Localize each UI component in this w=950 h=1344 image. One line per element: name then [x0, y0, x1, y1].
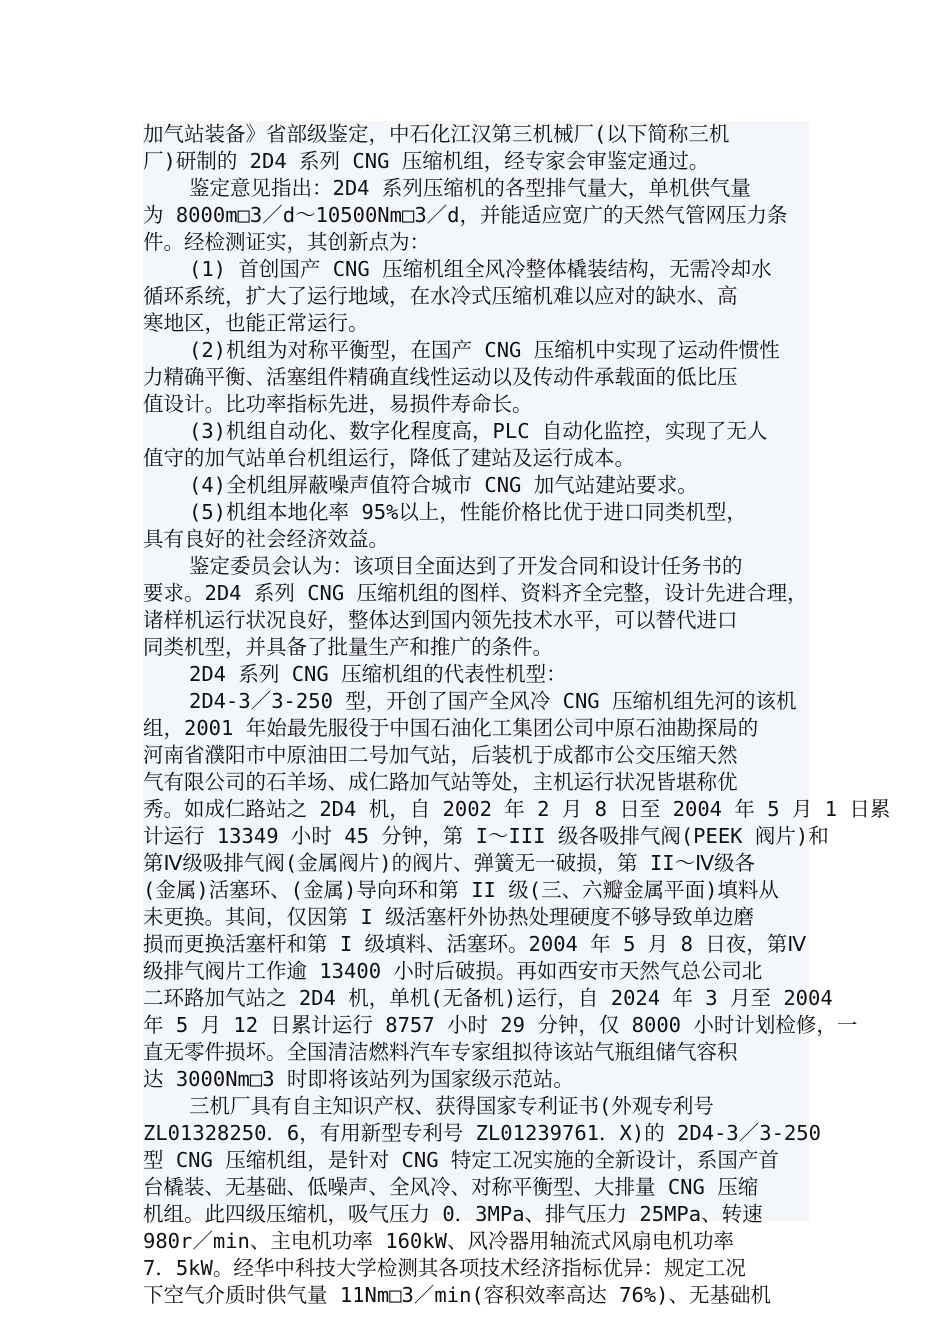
text-line: 年 5 月 12 日累计运行 8757 小时 29 分钟，仅 8000 小时计划检修，一 — [143, 1013, 858, 1037]
text-line: 具有良好的社会经济效益。 — [143, 527, 389, 551]
text-line: 诸样机运行状况良好，整体达到国内领先技术水平，可以替代进口 — [143, 608, 738, 632]
text-line: 秀。如成仁路站之 2D4 机，自 2002 年 2 月 8 日至 2004 年 5 月 1 日累 — [143, 797, 891, 821]
text-line: (3)机组自动化、数字化程度高，PLC 自动化监控，实现了无人 — [189, 419, 768, 443]
body-text — [143, 121, 891, 1309]
text-line: 要求。2D4 系列 CNG 压缩机组的图样、资料齐全完整，设计先进合理， — [143, 581, 808, 605]
text-line: 寒地区，也能正常运行。 — [143, 311, 369, 335]
text-line: 为 8000m□3／d～10500Nm□3／d，并能适应宽广的天然气管网压力条 — [143, 203, 788, 227]
text-line: ZL01328250．6，有用新型专利号 ZL01239761．X)的 2D4-3／3-250 — [143, 1121, 821, 1145]
text-line: 2D4 系列 CNG 压缩机组的代表性机型： — [189, 662, 567, 686]
text-line: 二环路加气站之 2D4 机，单机(无备机)运行，自 2024 年 3 月至 2004 — [143, 986, 833, 1010]
text-line: 台橇装、无基础、低噪声、全风冷、对称平衡型、大排量 CNG 压缩 — [143, 1175, 759, 1199]
text-line: 气有限公司的石羊场、成仁路加气站等处，主机运行状况皆堪称优 — [143, 770, 738, 794]
text-line: 循环系统，扩大了运行地域，在水冷式压缩机难以应对的缺水、高 — [143, 284, 738, 308]
text-line: 980r／min、主电机功率 160kW、风冷器用轴流式风扇电机功率 — [143, 1229, 734, 1253]
text-line: 达 3000Nm□3 时即将该站列为国家级示范站。 — [143, 1067, 574, 1091]
text-line: 计运行 13349 小时 45 分钟，第 I～III 级各吸排气阀(PEEK 阀片)和 — [143, 824, 829, 848]
text-line: 第Ⅳ级吸排气阀(金属阀片)的阀片、弹簧无一破损，第 II～Ⅳ级各 — [143, 851, 756, 875]
text-line: 力精确平衡、活塞组件精确直线性运动以及传动件承载面的低比压 — [143, 365, 738, 389]
text-line: 2D4-3／3-250 型，开创了国产全风冷 CNG 压缩机组先河的该机 — [189, 689, 797, 713]
text-line: 鉴定委员会认为：该项目全面达到了开发合同和设计任务书的 — [189, 554, 743, 578]
text-line: 同类机型，并具备了批量生产和推广的条件。 — [143, 635, 553, 659]
text-line: 厂)研制的 2D4 系列 CNG 压缩机组，经专家会审鉴定通过。 — [143, 149, 710, 173]
text-line: 机组。此四级压缩机，吸气压力 0．3MPa、排气压力 25MPa、转速 — [143, 1202, 763, 1226]
text-line: 鉴定意见指出：2D4 系列压缩机的各型排气量大，单机供气量 — [189, 176, 751, 200]
text-line: 组，2001 年始最先服役于中国石油化工集团公司中原石油勘探局的 — [143, 716, 759, 740]
text-line: 型 CNG 压缩机组，是针对 CNG 特定工况实施的全新设计，系国产首 — [143, 1148, 779, 1172]
text-line: (1) 首创国产 CNG 压缩机组全风冷整体橇装结构，无需冷却水 — [189, 257, 772, 281]
text-line: 加气站装备》省部级鉴定，中石化江汉第三机械厂(以下简称三机 — [143, 122, 730, 146]
text-line: 下空气介质时供气量 11Nm□3／min(容积效率高达 76%)、无基础机 — [143, 1283, 771, 1307]
text-line: 值守的加气站单台机组运行，降低了建站及运行成本。 — [143, 446, 635, 470]
text-line: 直无零件损坏。全国清洁燃料汽车专家组拟待该站气瓶组储气容积 — [143, 1040, 738, 1064]
text-line: 损而更换活塞杆和第 I 级填料、活塞环。2004 年 5 月 8 日夜，第Ⅳ — [143, 932, 807, 956]
text-line: 三机厂具有自主知识产权、获得国家专利证书(外观专利号 — [189, 1094, 714, 1118]
text-line: (4)全机组屏蔽噪声值符合城市 CNG 加气站建站要求。 — [189, 473, 698, 497]
text-line: (2)机组为对称平衡型，在国产 CNG 压缩机中实现了运动件惯性 — [189, 338, 780, 362]
text-line: 件。经检测证实，其创新点为： — [143, 230, 430, 254]
text-line: (金属)活塞环、(金属)导向环和第 II 级(三、六瓣金属平面)填料从 — [143, 878, 779, 902]
text-line: 7．5kW。经华中科技大学检测其各项技术经济指标优异：规定工况 — [143, 1256, 746, 1280]
text-line: 河南省濮阳市中原油田二号加气站，后装机于成都市公交压缩天然 — [143, 743, 738, 767]
text-line: 值设计。比功率指标先进，易损件寿命长。 — [143, 392, 533, 416]
text-line: (5)机组本地化率 95%以上，性能价格比优于进口同类机型， — [189, 500, 747, 524]
text-line: 未更换。其间，仅因第 I 级活塞杆外协热处理硬度不够导致单边磨 — [143, 905, 755, 929]
text-line: 级排气阀片工作逾 13400 小时后破损。再如西安市天然气总公司北 — [143, 959, 763, 983]
